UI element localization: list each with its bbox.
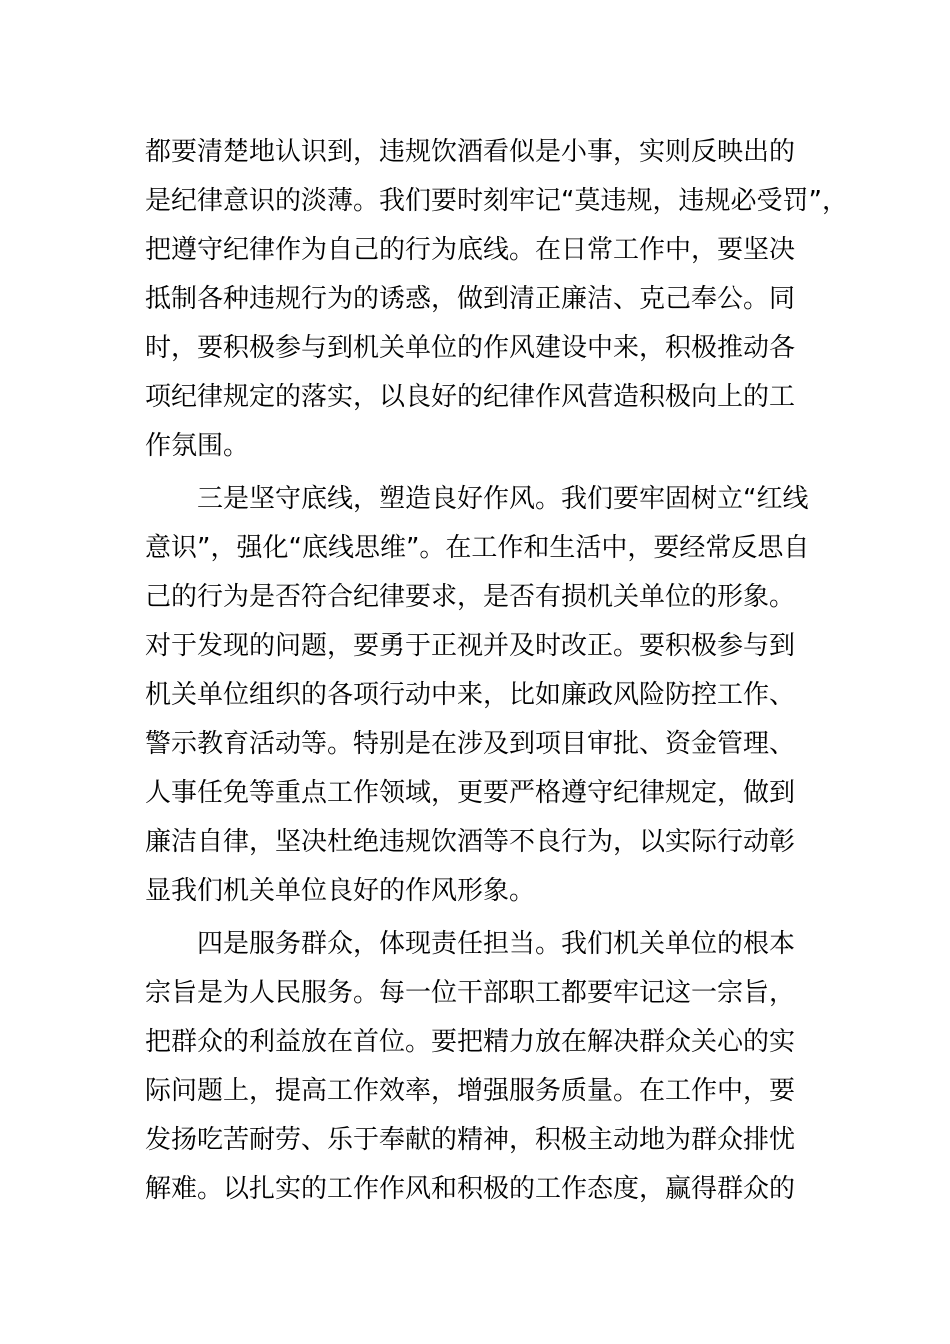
text-line: 己的行为是否符合纪律要求，是否有损机关单位的形象。 [145,582,796,612]
text-line: 意识”，强化“底线思维”。在工作和生活中，要经常反思自 [145,533,810,563]
text-line: 都要清楚地认识到，违规饮酒看似是小事，实则反映出的 [145,137,796,167]
text-line: 把群众的利益放在首位。要把精力放在解决群众关心的实 [145,1027,796,1057]
text-line: 显我们机关单位良好的作风形象。 [145,876,536,906]
paragraph-start-line: 四是服务群众，体现责任担当。我们机关单位的根本 [197,929,796,959]
text-line: 把遵守纪律作为自己的行为底线。在日常工作中，要坚决 [145,235,796,265]
text-line: 机关单位组织的各项行动中来，比如廉政风险防控工作、 [145,680,796,710]
text-line: 廉洁自律，坚决杜绝违规饮酒等不良行为，以实际行动彰 [145,827,796,857]
text-line: 项纪律规定的落实，以良好的纪律作风营造积极向上的工 [145,382,796,412]
text-line: 际问题上，提高工作效率，增强服务质量。在工作中，要 [145,1076,796,1106]
paragraph-start-line: 三是坚守底线，塑造良好作风。我们要牢固树立“红线 [197,484,809,514]
text-line: 人事任免等重点工作领域，更要严格遵守纪律规定，做到 [145,778,796,808]
text-line: 对于发现的问题，要勇于正视并及时改正。要积极参与到 [145,631,796,661]
text-line: 警示教育活动等。特别是在涉及到项目审批、资金管理、 [145,729,796,759]
text-line: 时，要积极参与到机关单位的作风建设中来，积极推动各 [145,333,796,363]
text-line: 是纪律意识的淡薄。我们要时刻牢记“莫违规，违规必受罚”， [145,186,848,216]
text-line: 作氛围。 [145,431,250,461]
text-line: 抵制各种违规行为的诱惑，做到清正廉洁、克己奉公。同 [145,284,796,314]
text-line: 发扬吃苦耐劳、乐于奉献的精神，积极主动地为群众排忧 [145,1125,796,1155]
text-line: 宗旨是为人民服务。每一位干部职工都要牢记这一宗旨， [145,978,796,1008]
text-line: 解难。以扎实的工作作风和积极的工作态度，赢得群众的 [145,1174,796,1204]
